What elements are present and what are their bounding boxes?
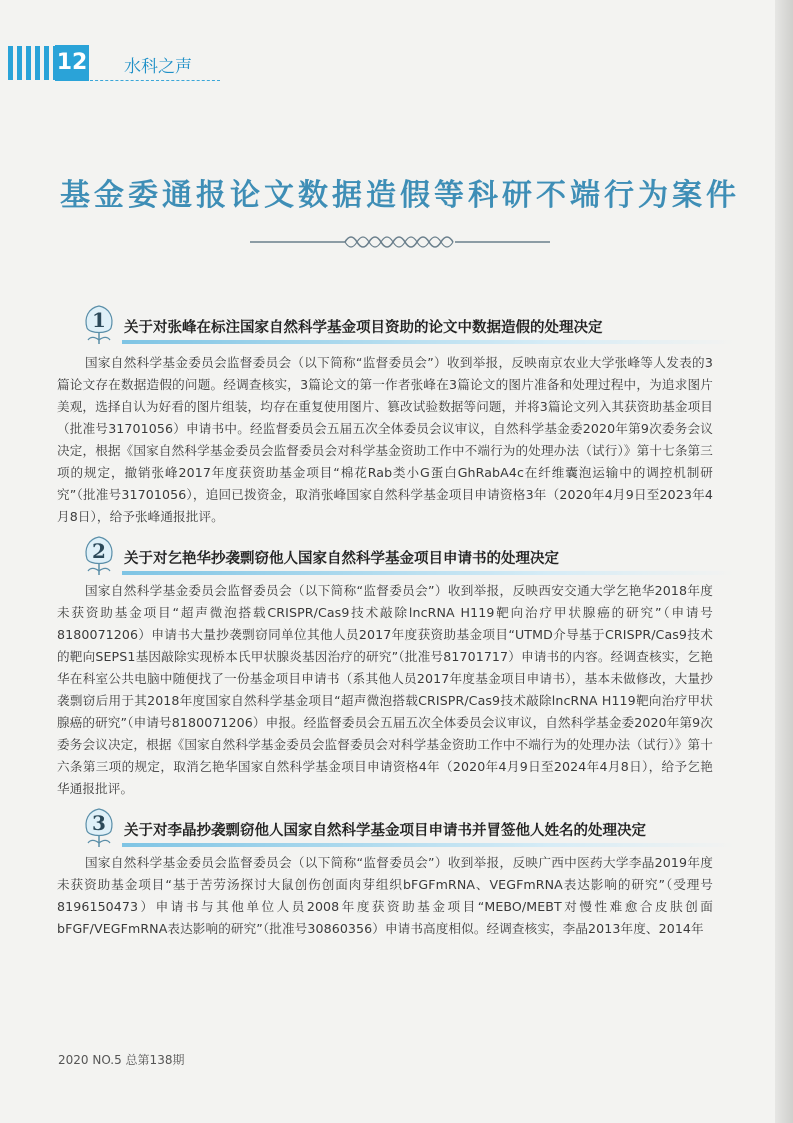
item-3-title: 关于对李晶抄袭剽窃他人国家自然科学基金项目申请书并冒签他人姓名的处理决定: [124, 823, 646, 839]
section-name: 水科之声: [124, 57, 192, 77]
item-2-body: 国家自然科学基金委员会监督委员会（以下简称“监督委员会”）收到举报，反映西安交通大学乞艳华2018年度未获资助基金项目“超声微泡搭载CRISPR/Cas9技术敲除lncRNA H119靶向治疗甲状腺癌的研究”（申请号8180071206）申请书大量抄袭剽窃同单位其他人员2017年度获资助基金项目“UTMD介导基于CRISPR/Cas9技术的靶向SEPS1基因敲除实现桥本氏甲状腺炎基因治疗的研究”（批准号81701717）申请书的内容。经调查核实，乞艳华在科室公共电脑中随便找了一份基金项目申请书（系其他人员2017年度基金项目申请书），基本未做修改，大量抄袭剽窃后用于其2018年度国家自然科学基金项目“超声微泡搭载CRISPR/Cas9技术敲除lncRNA H119靶向治疗甲状腺癌的研究”（申请号8180071206）申报。经监督委员会五届五次全体委员会议审议，自然科学基金委2020年第9次委务会议决定，根据《国家自然科学基金委员会监督委员会对科学基金资助工作中不端行为的处理办法（试行）》第十六条第三项的规定，取消乞艳华国家自然科学基金项目申请资格4年（2020年4月9日至2024年4月8日），给予乞艳华通报批评。: [57, 583, 713, 796]
svg-text:3: 3: [92, 811, 106, 835]
item-3-body: 国家自然科学基金委员会监督委员会（以下简称“监督委员会”）收到举报，反映广西中医药大学李晶2019年度未获资助基金项目“基于苦劳汤探讨大鼠创伤创面肉芽组织bFGFmRNA、VEGFmRNA表达影响的研究”（受理号8196150473）申请书与其他单位人员2008年度获资助基金项目“MEBO/MEBT对慢性难愈合皮肤创面bFGF/VEGFmRNA表达影响的研究”（批准号30860356）申请书高度相似。经调查核实，李晶2013年度、2014年: [57, 855, 713, 936]
page-number: 12: [55, 45, 89, 81]
tulip-number-icon: [78, 302, 120, 346]
article-title: 基金委通报论文数据造假等科研不端行为案件: [60, 178, 740, 213]
item-1-rule: [122, 340, 734, 344]
item-1-title: 关于对张峰在标注国家自然科学基金项目资助的论文中数据造假的处理决定: [124, 320, 603, 336]
page-edge-shadow: [775, 0, 793, 1123]
tulip-number-icon: [78, 533, 120, 577]
item-2-heading: [78, 533, 718, 573]
item-1-heading: [78, 302, 718, 342]
title-ornament-icon: [250, 230, 550, 254]
tulip-number-icon: [78, 805, 120, 849]
item-3-heading: [78, 805, 718, 845]
item-3-rule: [122, 843, 734, 847]
issue-footer: 2020 NO.5 总第138期: [58, 1053, 185, 1067]
item-2-rule: [122, 571, 734, 575]
svg-text:2: 2: [92, 539, 106, 563]
item-2-title: 关于对乞艳华抄袭剽窃他人国家自然科学基金项目申请书的处理决定: [124, 551, 559, 567]
svg-text:1: 1: [92, 308, 106, 332]
header-rule: [90, 80, 220, 81]
header-stripes: [8, 46, 58, 80]
item-1-body: 国家自然科学基金委员会监督委员会（以下简称“监督委员会”）收到举报，反映南京农业大学张峰等人发表的3篇论文存在数据造假的问题。经调查核实，3篇论文的第一作者张峰在3篇论文的图片准备和处理过程中，为追求图片美观，选择自认为好看的图片组装，均存在重复使用图片、篡改试验数据等问题，并将3篇论文列入其获资助基金项目（批准号31701056）申请书中。经监督委员会五届五次全体委员会议审议，自然科学基金委2020年第9次委务会议决定，根据《国家自然科学基金委员会监督委员会对科学基金资助工作中不端行为的处理办法（试行）》第十七条第三项的规定，撤销张峰2017年度获资助基金项目“棉花Rab类小G蛋白GhRabA4c在纤维囊泡运输中的调控机制研究”（批准号31701056），追回已拨资金，取消张峰国家自然科学基金项目申请资格3年（2020年4月9日至2023年4月8日），给予张峰通报批评。: [57, 355, 713, 524]
